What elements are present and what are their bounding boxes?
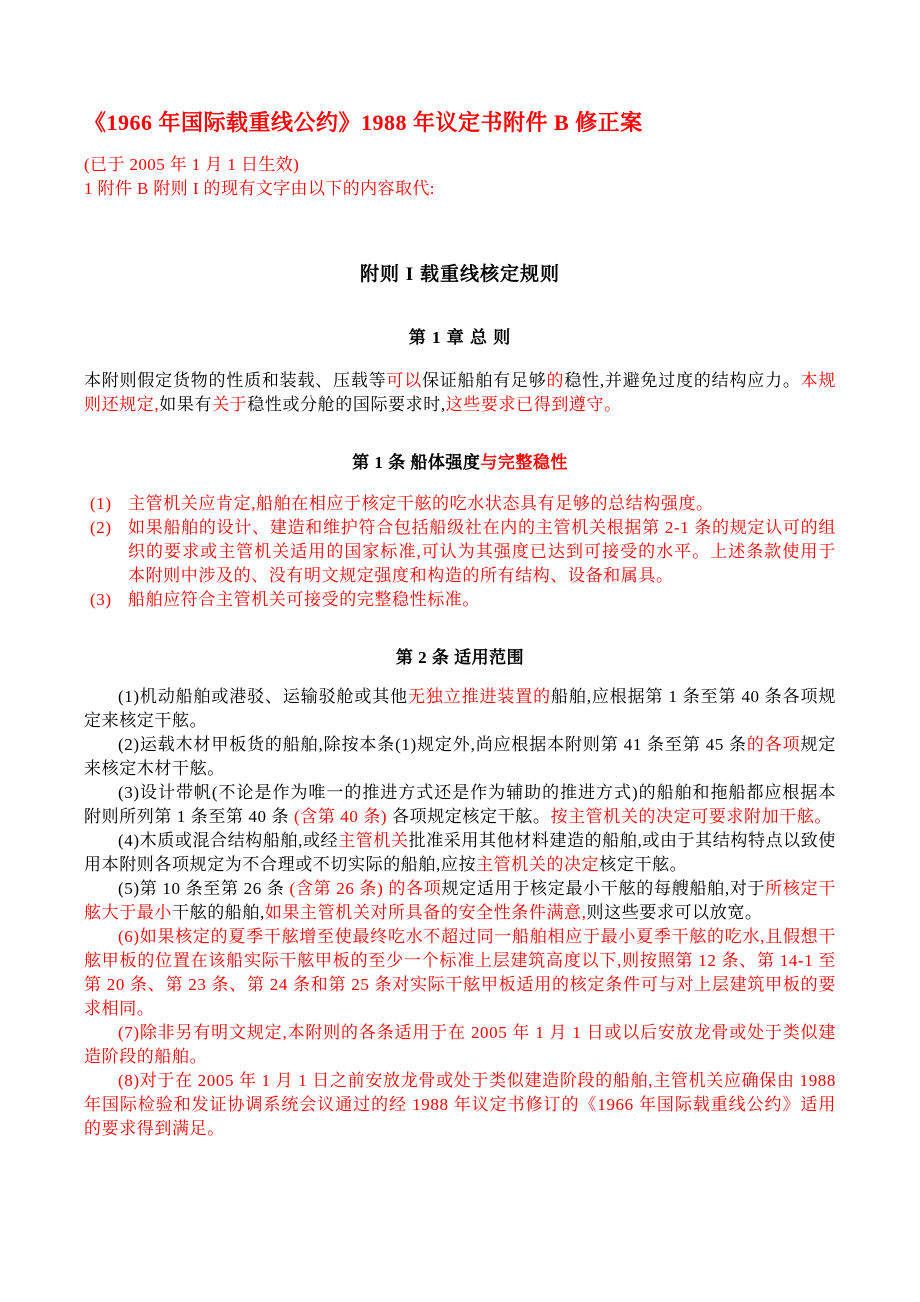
text-segment: (2)运载木材甲板货的船舶,除按本条(1)规定外,尚应根据本附则第 41 条至第 45 条 [118, 735, 747, 754]
paragraph [84, 733, 836, 781]
text-segment: (含第 40 条) [293, 807, 388, 826]
text-segment: 稳性或分舱的国际要求时, [247, 395, 446, 414]
text-segment: (3)设计带帆(不论是作为唯一的推进方式还是作为辅助的推进方式)的船舶和拖船都应根据本附则所列第 1 条至第 40 条 [84, 783, 836, 826]
text-segment: 船舶应符合主管机关可接受的完整稳性标准。 [128, 590, 480, 609]
paragraph [84, 829, 836, 877]
article-1-items [84, 492, 836, 612]
text-segment: (1)机动船舶或港驳、运输驳舱或其他 [118, 687, 408, 706]
text-segment: 则这些要求可以放宽。 [586, 903, 763, 922]
text-segment: 的 [546, 371, 565, 390]
text-segment: (4)木质或混合结构船舶,或经 [118, 831, 339, 850]
text-segment: 这些要求已得到遵守。 [445, 395, 622, 414]
text-segment: 本规则还规定, [84, 371, 836, 414]
item-text [128, 590, 480, 609]
paragraph [84, 877, 836, 925]
chapter-1-paragraph [84, 369, 836, 417]
item-text [128, 494, 714, 513]
text-segment: (7)除非另有明文规定,本附则的各条适用于在 2005 年 1 月 1 日或以后安放龙骨或处于类似建造阶段的船舶。 [84, 1023, 836, 1066]
text-segment: (含第 26 条) 的各项 [289, 879, 442, 898]
text-segment: 船舶,应根据第 1 条至第 40 条各项规定来核定干舷。 [84, 687, 836, 730]
text-segment: 无独立推进装置的 [408, 687, 551, 706]
paragraph [84, 685, 836, 733]
text-segment: 如果有 [159, 395, 213, 414]
text-segment: 各项规定核定干舷。 [387, 807, 551, 826]
text-segment: 本附则假定货物的性质和装载、压载等 [84, 371, 387, 390]
text-segment: 主管机关的决定 [476, 855, 600, 874]
text-segment: (5)第 10 条至第 26 条 [118, 879, 290, 898]
article-1-title [84, 450, 836, 476]
paragraph [84, 781, 836, 829]
text-segment: 关于 [212, 395, 248, 414]
text-segment: 按主管机关的决定可要求附加干舷。 [550, 807, 833, 826]
list-item [84, 588, 836, 612]
text-segment: 核定干舷。 [599, 855, 688, 874]
chapter-1-title: 第 1 章 总 则 [408, 328, 512, 347]
item-number: (3) [90, 590, 112, 609]
text-segment: 第 1 条 船体强度 [352, 453, 481, 472]
annex-title: 附则 I 载重线核定规则 [360, 264, 560, 285]
list-item [84, 516, 836, 588]
text-segment: 稳性,并避免过度的结构应力。 [564, 371, 801, 390]
document-title: 《1966 年国际载重线公约》1988 年议定书附件 B 修正案 [84, 110, 643, 135]
text-segment: (8)对于在 2005 年 1 月 1 日之前安放龙骨或处于类似建造阶段的船舶,主管机关应确保由 1988 年国际检验和发证协调系统会议通过的经 1988 年议定书修订的《1966 年国际载重线公约》适用的要求得到满足。 [84, 1071, 836, 1138]
article-2-title: 第 2 条 适用范围 [395, 648, 525, 667]
text-segment: 如果主管机关对所具备的安全性条件满意, [264, 903, 587, 922]
list-item [84, 492, 836, 516]
paragraph [84, 1069, 836, 1141]
amendment-intro-line: 1 附件 B 附则 I 的现有文字由以下的内容取代: [84, 179, 435, 198]
text-segment: 与完整稳性 [480, 453, 568, 472]
article-2-paragraphs [84, 685, 836, 1141]
text-segment: 规定来核定木材干舷。 [84, 735, 836, 778]
text-segment: 保证船舶有足够 [421, 371, 547, 390]
item-number: (2) [90, 518, 112, 537]
text-segment: 主管机关 [338, 831, 409, 850]
text-segment: 可以 [386, 371, 422, 390]
text-segment: 所核定干舷大于最小 [84, 879, 836, 922]
item-number: (1) [90, 494, 112, 513]
text-segment: (6)如果核定的夏季干舷增至使最终吃水不超过同一船舶相应于最小夏季干舷的吃水,且假想干舷甲板的位置在该船实际干舷甲板的至少一个标准上层建筑高度以下,则按照第 12 条、第 14-1 至第 20 条、第 23 条、第 24 条和第 25 条对实际干舷甲板适用的核定条件可与对上层建筑甲板的要求相同。 [84, 927, 836, 1018]
effective-date-note: (已于 2005 年 1 月 1 日生效) [84, 155, 300, 174]
text-segment: 主管机关应肯定,船舶在相应于核定干舷的吃水状态具有足够的总结构强度。 [128, 494, 714, 513]
text-segment: 的各项 [746, 735, 801, 754]
paragraph [84, 1021, 836, 1069]
text-segment: 规定适用于核定最小干舷的每艘船舶,对于 [441, 879, 766, 898]
text-segment: 干舷的船舶, [172, 903, 265, 922]
text-segment: 批准采用其他材料建造的船舶,或由于其结构特点以致使用本附则各项规定为不合理或不切实际的船舶,应按 [84, 831, 836, 874]
text-segment: 如果船舶的设计、建造和维护符合包括船级社在内的主管机关根据第 2-1 条的规定认可的组织的要求或主管机关适用的国家标准,可认为其强度已达到可接受的水平。上述条款使用于本附则中涉及的、没有明文规定强度和构造的所有结构、设备和属具。 [128, 518, 836, 585]
paragraph [84, 925, 836, 1021]
item-text [128, 518, 836, 585]
